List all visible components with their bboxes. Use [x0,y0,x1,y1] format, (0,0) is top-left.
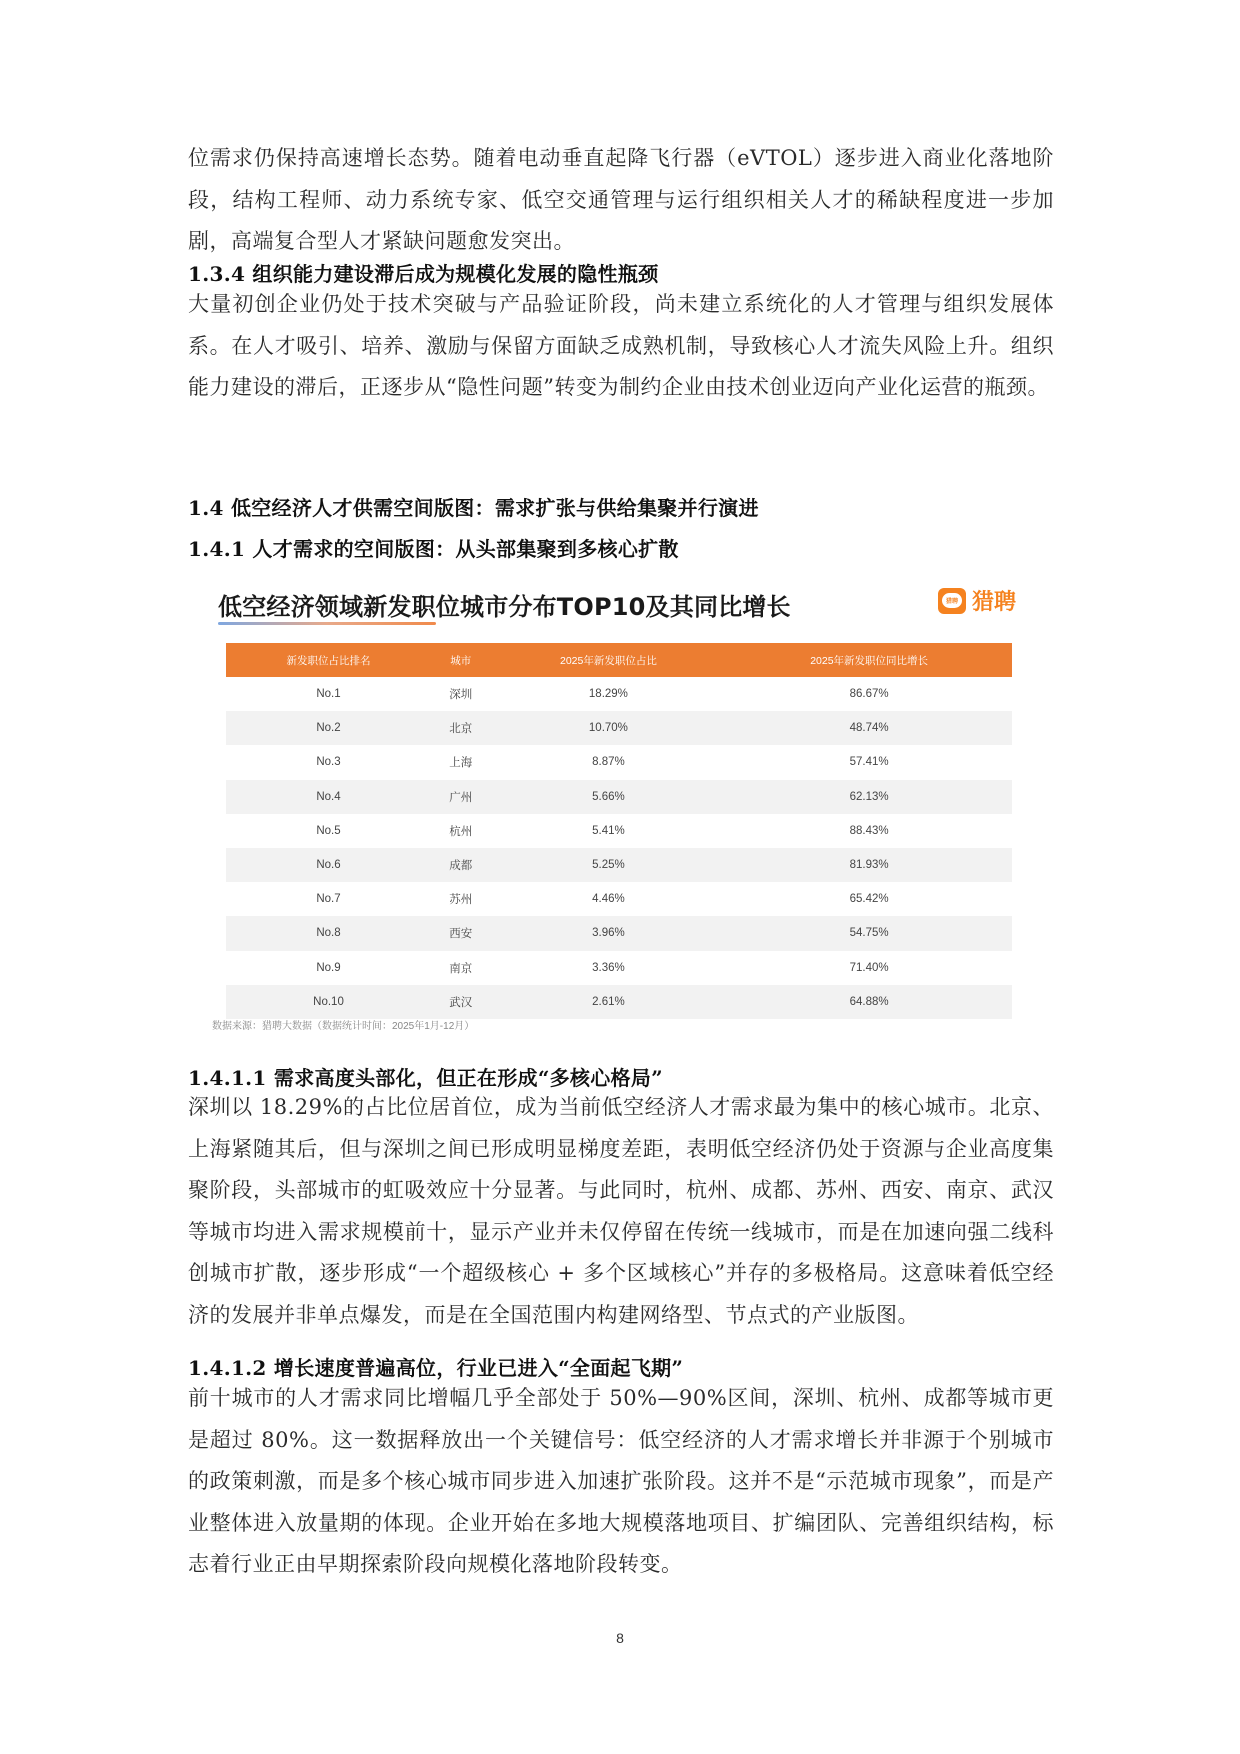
table-header-row [226,643,1012,677]
cell-rank: No.6 [226,848,431,882]
cell-growth: 88.43% [849,824,889,837]
cell-share: 4.46% [592,893,625,906]
cell-rank: No.7 [316,893,341,906]
table-row [226,985,1012,1019]
table-row [226,916,1012,950]
cell-growth: 81.93% [726,848,1012,882]
cell-growth: 62.13% [726,780,1012,814]
cell-growth: 65.42% [849,893,889,906]
figure-source-note: 数据来源：猎聘大数据（数据统计时间：2025年1月-12月） [212,1021,475,1032]
table-row [226,882,1012,916]
cell-growth: 48.74% [726,711,1012,745]
heading-1-3-4: 1.3.4 组织能力建设滞后成为规模化发展的隐性瓶颈 [188,262,659,286]
heading-1-4-1-2: 1.4.1.2 增长速度普遍高位，行业已进入“全面起飞期” [188,1356,684,1380]
cell-share: 5.41% [592,824,625,837]
column-header-growth: 2025年新发职位同比增长 [726,643,1012,677]
cell-city: 广州 [431,780,491,814]
paragraph-organizational-capability: 大量初创企业仍处于技术突破与产品验证阶段，尚未建立系统化的人才管理与组织发展体系。在人才吸引、培养、激励与保留方面缺乏成熟机制，导致核心人才流失风险上升。组织能力建设的滞后，正逐步从“隐性问题”转变为制约企业由技术创业迈向产业化运营的瓶颈。 [188,292,1054,399]
table-row [226,848,1012,882]
logo-text: 猎聘 [972,590,1017,615]
cell-share: 8.87% [592,756,625,769]
column-header-city: 城市 [431,643,491,677]
heading-1-4: 1.4 低空经济人才供需空间版图：需求扩张与供给集聚并行演进 [188,496,759,520]
cell-growth: 54.75% [726,916,1012,950]
heading-1-4-1: 1.4.1 人才需求的空间版图：从头部集聚到多核心扩散 [188,537,679,561]
table-row [226,814,1012,848]
cell-growth: 57.41% [849,756,889,769]
paragraph-growth-speed: 前十城市的人才需求同比增幅几乎全部处于 50%—90%区间，深圳、杭州、成都等城市更是超过 80%。这一数据释放出一个关键信号：低空经济的人才需求增长并非源于个别城市的政策刺激，而是多个核心城市同步进入加速扩张阶段。这并不是“示范城市现象”，而是产业整体进入放量期的体现。企业开始在多地大规模落地项目、扩编团队、完善组织结构，标志着行业正由早期探索阶段向规模化落地阶段转变。 [188,1386,1054,1576]
figure-city-distribution-table [196,575,1046,1045]
column-header-share: 2025年新发职位占比 [491,643,727,677]
paragraph-head-concentration: 深圳以 18.29%的占比位居首位，成为当前低空经济人才需求最为集中的核心城市。北京、上海紧随其后，但与深圳之间已形成明显梯度差距，表明低空经济仍处于资源与企业高度集聚阶段，头部城市的虹吸效应十分显著。与此同时，杭州、成都、苏州、西安、南京、武汉等城市均进入需求规模前十，显示产业并未仅停留在传统一线城市，而是在加速向强二线科创城市扩散，逐步形成“一个超级核心 + 多个区域核心”并存的多极格局。这意味着低空经济的发展并非单点爆发，而是在全国范围内构建网络型、节点式的产业版图。 [188,1095,1054,1327]
cell-share: 5.25% [491,848,727,882]
liepin-logo [938,585,1016,616]
cell-rank: No.5 [316,824,341,837]
cell-city: 杭州 [449,825,473,838]
cell-share: 5.66% [491,780,727,814]
paragraph-talent-demand-continued: 位需求仍保持高速增长态势。随着电动垂直起降飞行器（eVTOL）逐步进入商业化落地阶段，结构工程师、动力系统专家、低空交通管理与运行组织相关人才的稀缺程度进一步加剧，高端复合型人才紧缺问题愈发突出。 [188,146,1054,253]
title-underline [218,622,436,625]
cell-city: 上海 [449,757,473,770]
cell-rank: No.10 [226,985,431,1019]
cell-city: 深圳 [449,689,473,702]
page-number: 8 [616,1630,624,1646]
cell-growth: 86.67% [849,688,889,701]
cell-share: 2.61% [491,985,727,1019]
cell-share: 3.36% [592,961,625,974]
cell-rank: No.9 [316,961,341,974]
cell-growth: 71.40% [849,961,889,974]
table-row [226,677,1012,711]
cell-share: 3.96% [491,916,727,950]
cell-city: 苏州 [449,894,473,907]
table-row [226,780,1012,814]
cell-rank: No.1 [316,688,341,701]
table-row [226,951,1012,985]
cell-rank: No.8 [226,916,431,950]
cell-city: 武汉 [431,985,491,1019]
table-row [226,745,1012,779]
cell-growth: 64.88% [726,985,1012,1019]
cell-share: 18.29% [588,688,628,701]
cell-city: 西安 [431,916,491,950]
cell-city: 成都 [431,848,491,882]
cell-rank: No.3 [316,756,341,769]
cell-share: 10.70% [491,711,727,745]
cell-city: 北京 [431,711,491,745]
cell-rank: No.2 [226,711,431,745]
cell-rank: No.4 [226,780,431,814]
table-row [226,711,1012,745]
heading-1-4-1-1: 1.4.1.1 需求高度头部化，但正在形成“多核心格局” [188,1066,663,1090]
cell-city: 南京 [449,962,473,975]
speech-bubble-icon: 猎聘 [938,588,966,614]
figure-title: 低空经济领域新发职位城市分布TOP10及其同比增长 [218,593,791,621]
column-header-rank: 新发职位占比排名 [226,643,431,677]
city-table [226,643,1012,1019]
